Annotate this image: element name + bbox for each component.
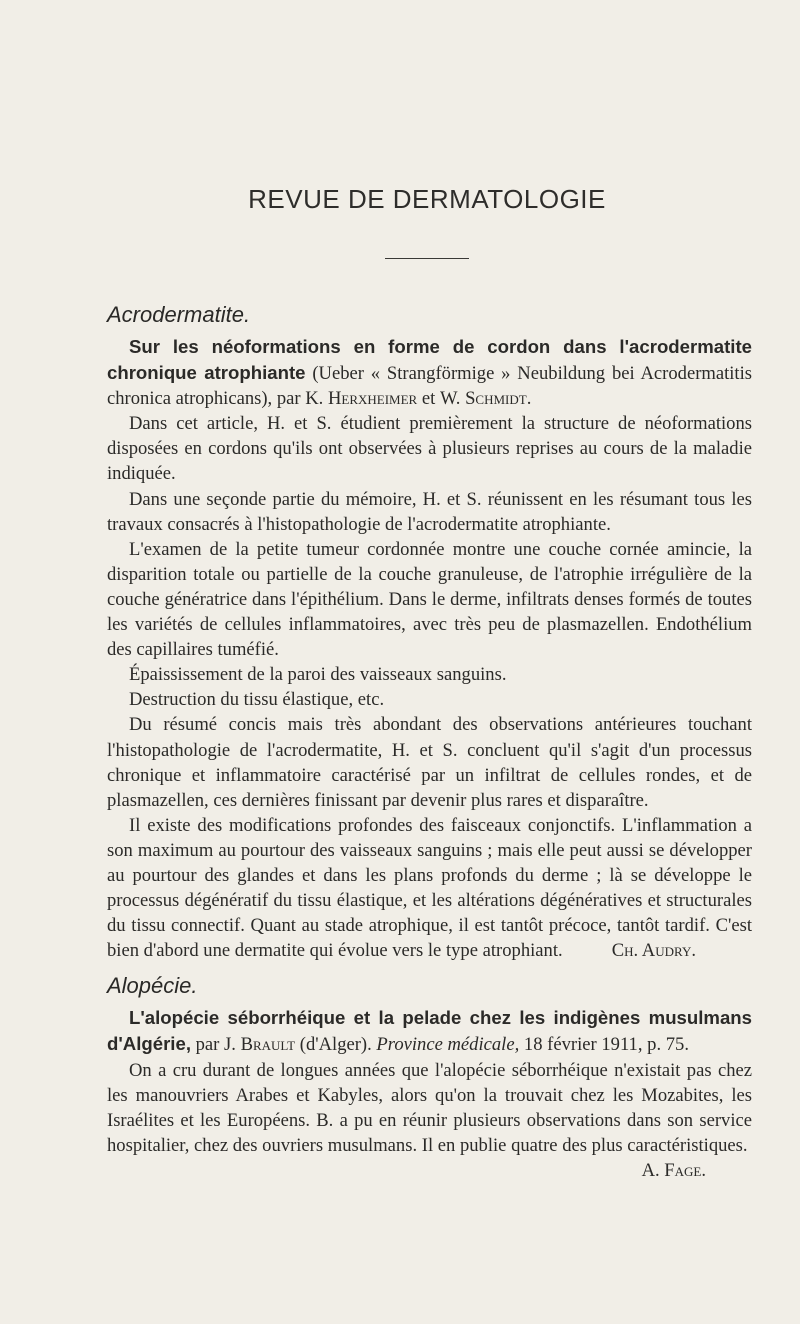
article-title: L'alopécie séborrhéique et la pelade chez les indigènes musulmans d'Algérie, [107, 1007, 752, 1055]
body-paragraph: Du résumé concis mais très abondant des observations antérieures touchant l'histopathologie de l'acrodermatite, H. et S. concluent qu'il s'agit d'un processus chronique et inflammatoire caractérisé par un infiltrat de cellules rondes, et de plasmazellen, ces dernières finissant par devenir plus rares et disparaître. [107, 714, 752, 811]
author-name: K. Herxheimer [305, 388, 418, 410]
author-separator: et [417, 388, 440, 410]
author-name: J. Brault [224, 1034, 296, 1056]
author-place: (d'Alger). [295, 1034, 377, 1056]
signature: A. Fage. [641, 1159, 706, 1181]
body-paragraph: Dans cet article, H. et S. étudient premièrement la structure de néoformations disposées en cordons qu'ils ont observées à plusieurs reprises au cours de la maladie indiquée. [107, 413, 752, 485]
section-heading-alopecie: Alopécie. [107, 973, 198, 999]
body-paragraph: Dans une seçonde partie du mémoire, H. et S. réunissent en les résumant tous les travaux consacrés à l'histopathologie de l'acrodermatite atrophiante. [107, 488, 752, 535]
body-paragraph [107, 813, 752, 964]
body-paragraph: Épaississement de la paroi des vaisseaux sanguins. [129, 664, 507, 686]
journal-name: Province médicale, [376, 1034, 520, 1056]
body-paragraph-text: On a cru durant de longues années que l'alopécie séborrhéique n'existait pas chez les manouvriers Arabes et Kabyles, alors qu'on la trouvait chez les Mozabites, les Israélites et les Européens. B. a pu en réunir plusieurs observations dans son service hospitalier, chez des ouvriers musulmans. Il en publie quatre des plus caractéristiques. [107, 1059, 752, 1156]
signature: Ch. Audry. [611, 940, 696, 962]
body-paragraph: L'examen de la petite tumeur cordonnée montre une couche cornée amincie, la disparition totale ou partielle de la couche granuleuse, de l'atrophie irrégulière de la couche génératrice dans l'épithélium. Dans le derme, infiltrats denses formés de toutes les variétés de cellules inflammatoires, avec très peu de plasmazellen. Endothélium des capillaires tuméfié. [107, 538, 752, 661]
article-title-rest: (Ueber « Strangförmige » Neubildung bei Acrodermatitis chronica atrophicans), par [107, 363, 752, 410]
body-paragraph [107, 1058, 752, 1181]
publication-date: 18 février 1911, p. 75. [519, 1034, 689, 1056]
section-heading-acrodermatite: Acrodermatite. [107, 302, 251, 327]
citation-connector: par [190, 1034, 225, 1056]
article-title: Sur les néoformations en forme de cordon dans l'acrodermatite chronique atrophiante [107, 336, 752, 384]
body-paragraph-text: Il existe des modifications profondes des faisceaux conjonctifs. L'inflammation a son maximum au pourtour des vaisseaux sanguins ; mais elle peut aussi se développer au pourtour des glandes et dans les plans profonds du derme ; là se développe le processus dégénératif du tissu élastique, et les altérations dégénératives et structurales du tissu connectif. Quant au stade atrophique, il est tantôt précoce, tantôt tardif. C'est bien d'abord une dermatite qui évolue vers le type atrophiant. [107, 814, 752, 962]
page-title: REVUE DE DERMATOLOGIE [248, 184, 606, 214]
article-citation [107, 334, 752, 411]
title-divider [385, 258, 469, 259]
article-citation [107, 1005, 752, 1057]
body-paragraph: Destruction du tissu élastique, etc. [129, 689, 385, 711]
author-name: W. Schmidt. [439, 388, 532, 410]
page-content [107, 300, 752, 1183]
